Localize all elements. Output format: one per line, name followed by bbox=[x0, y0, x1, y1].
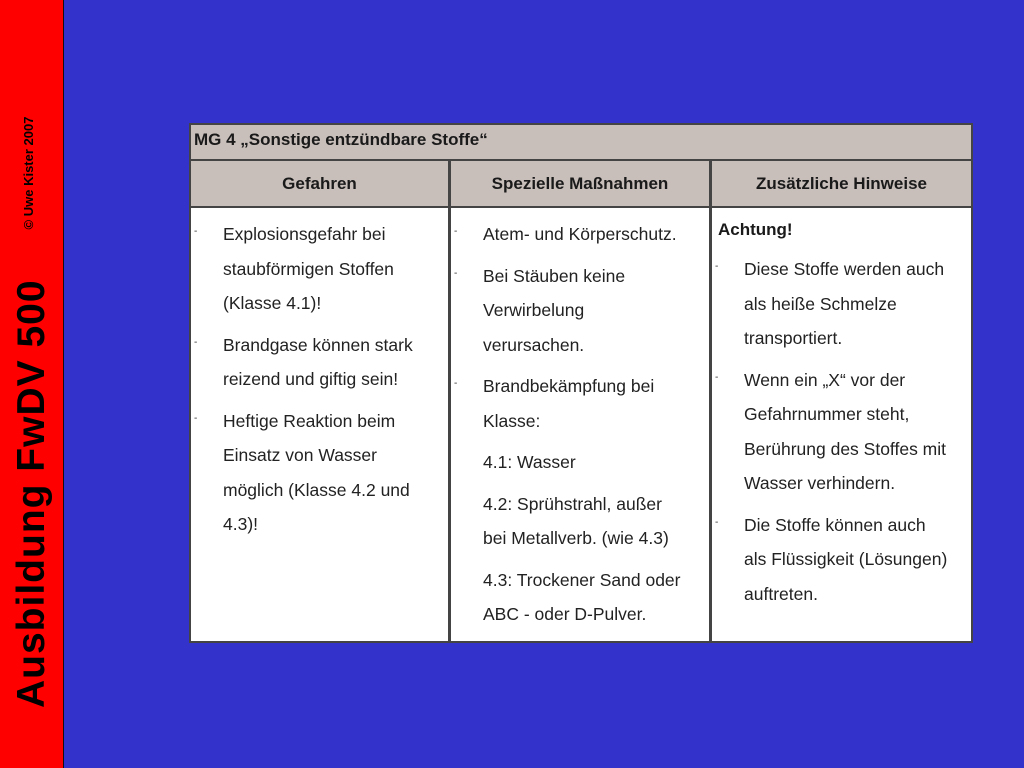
item-line: reizend und giftig sein! bbox=[223, 369, 399, 389]
list-item bbox=[191, 217, 448, 321]
list-item bbox=[451, 259, 709, 363]
item-line: Gefahrnummer steht, bbox=[744, 404, 910, 424]
item-line: Wenn ein „X“ vor der bbox=[744, 369, 906, 390]
list-item bbox=[191, 404, 448, 542]
list-item bbox=[451, 369, 709, 438]
class-measure bbox=[451, 445, 709, 480]
bullet-dash: - bbox=[715, 516, 719, 528]
sidebar-text-group bbox=[0, 0, 64, 768]
list-item bbox=[712, 363, 971, 501]
bullet-dash: - bbox=[715, 371, 719, 383]
bullet-dash: - bbox=[194, 226, 198, 237]
bullet-dash: - bbox=[454, 378, 458, 389]
bullet-dash: - bbox=[454, 226, 458, 237]
item-line: verursachen. bbox=[483, 334, 585, 355]
item-line: Brandgase können stark bbox=[223, 334, 413, 355]
list-item bbox=[451, 217, 709, 252]
table-header-row bbox=[191, 161, 971, 208]
attention-note: Achtung! bbox=[718, 220, 793, 239]
column-header-gefahren: Gefahren bbox=[191, 161, 451, 206]
item-line: Brandbekämpfung bei bbox=[483, 376, 655, 396]
hinweise-cell bbox=[712, 208, 971, 641]
item-line: Bei Stäuben keine bbox=[483, 265, 626, 286]
bullet-dash: - bbox=[715, 261, 719, 272]
class-measure bbox=[451, 487, 709, 556]
item-line: 4.3)! bbox=[223, 514, 259, 534]
item-line: Heftige Reaktion beim bbox=[223, 410, 396, 431]
list-item bbox=[712, 252, 971, 356]
column-header-massnahmen: Spezielle Maßnahmen bbox=[451, 161, 712, 206]
item-line: (Klasse 4.1)! bbox=[223, 293, 322, 313]
table-body-row bbox=[191, 208, 971, 641]
massnahmen-cell bbox=[451, 208, 712, 641]
item-line: als Flüssigkeit (Lösungen) bbox=[744, 549, 948, 569]
item-line: 4.2: Sprühstrahl, außer bbox=[483, 493, 662, 514]
bullet-dash: - bbox=[454, 267, 458, 279]
item-line: auftreten. bbox=[744, 583, 818, 604]
table-title: MG 4 „Sonstige entzündbare Stoffe“ bbox=[191, 125, 971, 161]
item-line: Einsatz von Wasser bbox=[223, 445, 377, 465]
item-line: Diese Stoffe werden auch bbox=[744, 259, 945, 279]
bullet-dash: - bbox=[194, 336, 198, 348]
item-line: ABC - oder D-Pulver. bbox=[483, 604, 647, 624]
item-line: 4.1: Wasser bbox=[483, 452, 576, 472]
sidebar-band bbox=[0, 0, 64, 768]
item-line: staubförmigen Stoffen bbox=[223, 258, 394, 279]
item-line: bei Metallverb. (wie 4.3) bbox=[483, 528, 669, 548]
column-header-hinweise: Zusätzliche Hinweise bbox=[712, 161, 971, 206]
item-line: Explosionsgefahr bei bbox=[223, 224, 386, 244]
item-line: Atem- und Körperschutz. bbox=[483, 224, 677, 244]
list-item bbox=[191, 328, 448, 397]
copyright-note: © Uwe Kister 2007 bbox=[20, 116, 36, 230]
document-table bbox=[189, 123, 973, 643]
item-line: als heiße Schmelze bbox=[744, 293, 897, 314]
item-line: Berührung des Stoffes mit bbox=[744, 438, 947, 459]
item-line: möglich (Klasse 4.2 und bbox=[223, 479, 410, 500]
gefahren-cell bbox=[191, 208, 451, 641]
class-measure bbox=[451, 563, 709, 632]
item-line: 4.3: Trockener Sand oder bbox=[483, 569, 681, 590]
item-line: Wasser verhindern. bbox=[744, 473, 896, 493]
item-line: transportiert. bbox=[744, 328, 843, 348]
item-line: Klasse: bbox=[483, 410, 541, 431]
list-item bbox=[712, 508, 971, 612]
sidebar-title: Ausbildung FwDV 500 bbox=[10, 279, 53, 708]
item-line: Verwirbelung bbox=[483, 300, 585, 320]
bullet-dash: - bbox=[194, 412, 198, 424]
item-line: Die Stoffe können auch bbox=[744, 514, 926, 535]
